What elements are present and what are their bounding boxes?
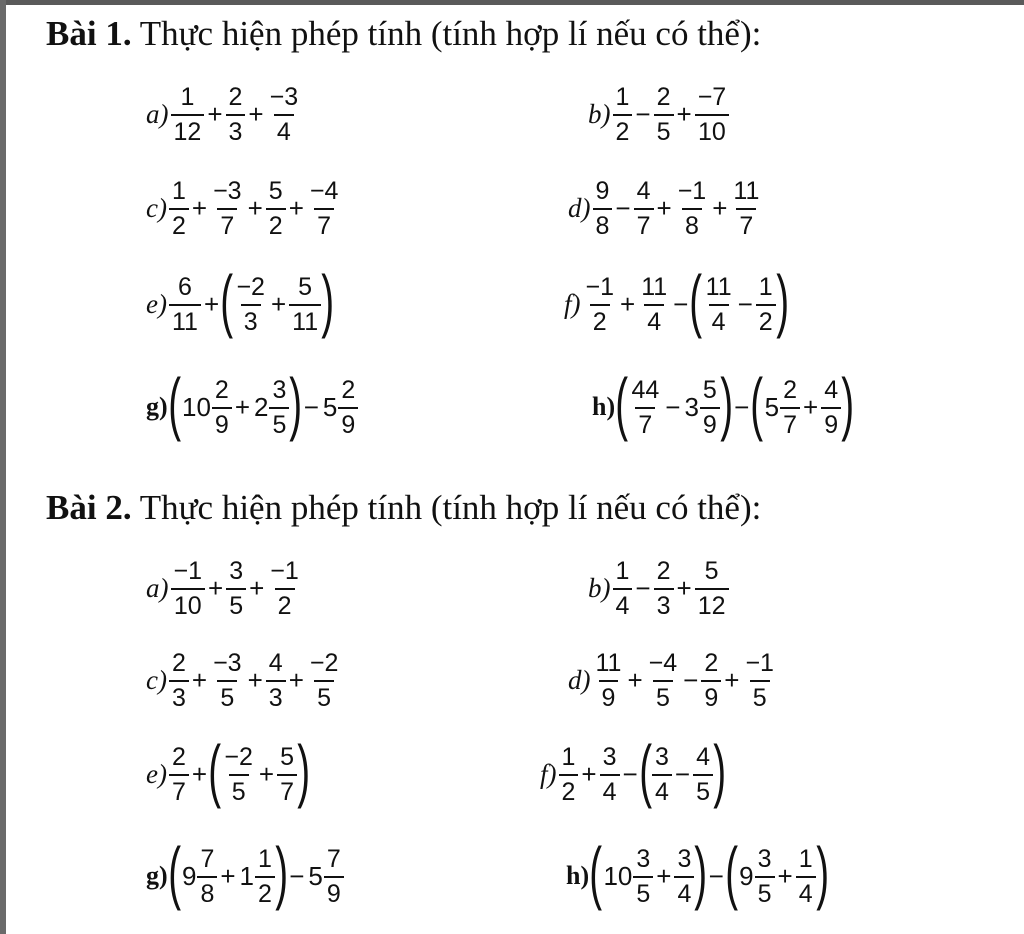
numerator: 1 xyxy=(758,272,773,301)
parenthesis: ) xyxy=(775,261,789,339)
operator: + xyxy=(270,288,287,319)
denominator: 2 xyxy=(255,876,275,909)
fraction xyxy=(307,176,342,241)
operator: + xyxy=(627,664,643,695)
exercise-label: g) xyxy=(146,861,168,890)
exercise-1c xyxy=(146,166,342,250)
parenthesis: ) xyxy=(841,364,855,442)
denominator: 2 xyxy=(590,304,610,337)
numerator: 4 xyxy=(696,742,710,771)
exercise-expression xyxy=(168,261,335,339)
fraction xyxy=(269,375,289,440)
denominator: 4 xyxy=(274,114,294,147)
fraction xyxy=(646,648,681,713)
whole-number: 5 xyxy=(308,860,323,891)
operator: − xyxy=(635,98,651,129)
numerator: −2 xyxy=(236,272,265,301)
numerator: 3 xyxy=(636,844,651,873)
fraction xyxy=(700,375,720,440)
operator: + xyxy=(581,758,597,789)
fraction xyxy=(197,844,217,909)
numerator: 2 xyxy=(656,556,671,585)
exercise-1g xyxy=(146,365,359,449)
fraction xyxy=(695,556,729,621)
numerator: 1 xyxy=(180,82,195,111)
denominator: 9 xyxy=(324,876,344,909)
numerator: 3 xyxy=(655,742,669,771)
denominator: 2 xyxy=(266,208,286,241)
denominator: 9 xyxy=(599,680,619,713)
parenthesis: ) xyxy=(815,833,829,911)
denominator: 8 xyxy=(197,876,217,909)
parenthesis: ( xyxy=(638,731,652,809)
denominator: 7 xyxy=(169,774,189,807)
exercise-expression xyxy=(612,556,730,621)
denominator: 12 xyxy=(695,588,729,621)
fraction xyxy=(277,742,297,807)
denominator: 7 xyxy=(634,208,654,241)
numerator: −1 xyxy=(173,556,203,585)
denominator: 5 xyxy=(755,876,775,909)
exercise-expression xyxy=(615,364,855,442)
numerator: 2 xyxy=(171,742,186,771)
denominator: 7 xyxy=(736,208,756,241)
fraction xyxy=(266,176,286,241)
exercise-label: b) xyxy=(588,98,611,129)
exercise-label: e) xyxy=(146,288,167,319)
exercise-expression xyxy=(168,648,342,713)
section-2-heading xyxy=(46,488,761,528)
exercise-1a xyxy=(146,72,302,156)
operator: + xyxy=(288,664,304,695)
denominator: 5 xyxy=(269,407,289,440)
numerator: 1 xyxy=(258,844,272,873)
exercise-label: a) xyxy=(146,98,169,129)
fraction xyxy=(226,556,246,621)
numerator: 1 xyxy=(561,742,576,771)
denominator: 7 xyxy=(314,208,334,241)
denominator: 9 xyxy=(821,407,841,440)
numerator: 11 xyxy=(705,272,732,301)
numerator: −1 xyxy=(745,648,774,677)
denominator: 2 xyxy=(559,774,579,807)
denominator: 8 xyxy=(593,208,613,241)
exercise-expression xyxy=(582,261,789,339)
operator: + xyxy=(656,860,672,891)
operator: + xyxy=(712,192,728,223)
operator: + xyxy=(249,572,265,603)
fraction xyxy=(730,176,762,241)
numerator: 7 xyxy=(326,844,341,873)
denominator: 2 xyxy=(613,114,633,147)
operator: + xyxy=(724,664,740,695)
operator: + xyxy=(676,572,692,603)
fraction xyxy=(169,742,189,807)
fraction xyxy=(169,176,189,241)
denominator: 2 xyxy=(275,588,295,621)
operator: − xyxy=(303,391,319,422)
denominator: 7 xyxy=(635,407,655,440)
denominator: 3 xyxy=(266,680,286,713)
operator: + xyxy=(247,192,263,223)
fraction xyxy=(821,375,841,440)
numerator: 4 xyxy=(268,648,283,677)
operator: + xyxy=(247,664,263,695)
fraction xyxy=(633,844,653,909)
denominator: 7 xyxy=(780,407,800,440)
numerator: 3 xyxy=(272,375,287,404)
numerator: 1 xyxy=(798,844,813,873)
exercise-expression xyxy=(589,833,829,911)
operator: + xyxy=(803,391,819,422)
fraction xyxy=(307,648,342,713)
exercise-label: c) xyxy=(146,192,167,223)
fraction xyxy=(593,176,613,241)
fraction xyxy=(695,82,730,147)
numerator: 9 xyxy=(595,176,610,205)
operator: + xyxy=(220,860,236,891)
whole-number: 5 xyxy=(322,391,338,422)
parenthesis: ) xyxy=(297,731,311,809)
exercise-label: h) xyxy=(592,392,616,421)
operator: + xyxy=(676,98,692,129)
parenthesis: ) xyxy=(289,364,303,442)
denominator: 5 xyxy=(693,774,713,807)
denominator: 12 xyxy=(171,114,205,147)
operator: + xyxy=(777,860,793,891)
fraction xyxy=(600,742,620,807)
numerator: 5 xyxy=(702,375,717,404)
denominator: 9 xyxy=(700,407,720,440)
numerator: 5 xyxy=(280,742,294,771)
fraction xyxy=(652,742,672,807)
numerator: −2 xyxy=(309,648,339,677)
operator: + xyxy=(191,664,208,695)
exercise-expression xyxy=(168,176,342,241)
parenthesis: ( xyxy=(208,731,222,809)
exercise-expression xyxy=(167,364,360,442)
fraction xyxy=(169,648,189,713)
numerator: −3 xyxy=(269,82,299,111)
numerator: 7 xyxy=(200,844,215,873)
numerator: −2 xyxy=(224,742,253,771)
denominator: 4 xyxy=(600,774,620,807)
fraction xyxy=(233,272,268,337)
exercise-expression xyxy=(592,176,764,241)
numerator: −3 xyxy=(213,648,242,677)
denominator: 10 xyxy=(695,114,729,147)
operator: + xyxy=(248,98,264,129)
denominator: 7 xyxy=(217,208,237,241)
numerator: 5 xyxy=(704,556,719,585)
whole-number: 1 xyxy=(239,860,255,891)
exercise-expression xyxy=(612,82,731,147)
denominator: 7 xyxy=(277,774,297,807)
fraction xyxy=(171,82,205,147)
numerator: 3 xyxy=(757,844,772,873)
operator: + xyxy=(207,98,223,129)
operator: − xyxy=(622,758,638,789)
operator: − xyxy=(737,288,753,319)
denominator: 5 xyxy=(653,680,673,713)
exercise-label: f) xyxy=(564,288,581,319)
denominator: 5 xyxy=(226,588,246,621)
operator: + xyxy=(656,192,672,223)
fraction xyxy=(703,272,735,337)
operator: − xyxy=(635,572,651,603)
denominator: 8 xyxy=(682,208,702,241)
exercise-2b xyxy=(588,546,730,630)
numerator: 3 xyxy=(229,556,244,585)
fraction xyxy=(755,844,775,909)
denominator: 5 xyxy=(217,680,237,713)
fraction xyxy=(638,272,670,337)
denominator: 4 xyxy=(613,588,633,621)
denominator: 9 xyxy=(212,407,232,440)
exercise-expression xyxy=(170,82,303,147)
left-border xyxy=(0,0,6,934)
parenthesis: ( xyxy=(167,364,181,442)
exercise-2g xyxy=(146,834,345,918)
exercise-label: h) xyxy=(566,861,590,890)
exercise-2h xyxy=(566,834,828,918)
exercise-label: c) xyxy=(146,664,167,695)
numerator: −4 xyxy=(309,176,339,205)
fraction xyxy=(693,742,713,807)
numerator: 11 xyxy=(733,176,760,205)
fraction xyxy=(583,272,618,337)
fraction xyxy=(324,844,344,909)
numerator: 5 xyxy=(268,176,283,205)
numerator: −1 xyxy=(677,176,707,205)
operator: + xyxy=(191,192,208,223)
fraction xyxy=(675,176,710,241)
parenthesis: ) xyxy=(713,731,727,809)
fraction xyxy=(210,648,245,713)
numerator: 4 xyxy=(636,176,651,205)
fraction xyxy=(226,82,246,147)
operator: − xyxy=(734,391,750,422)
top-border xyxy=(0,0,1024,5)
denominator: 3 xyxy=(654,588,674,621)
fraction xyxy=(780,375,800,440)
whole-number: 9 xyxy=(181,860,197,891)
section-2-number: Bài 2. xyxy=(46,488,132,527)
fraction xyxy=(559,742,579,807)
fraction xyxy=(212,375,232,440)
parenthesis: ) xyxy=(694,833,708,911)
denominator: 5 xyxy=(229,774,249,807)
denominator: 11 xyxy=(169,304,201,337)
parenthesis: ( xyxy=(689,261,703,339)
parenthesis: ) xyxy=(275,833,288,911)
section-1-number: Bài 1. xyxy=(46,14,132,53)
denominator: 5 xyxy=(633,876,653,909)
whole-number: 10 xyxy=(181,391,211,422)
denominator: 10 xyxy=(171,588,205,621)
numerator: 11 xyxy=(641,272,668,301)
numerator: 44 xyxy=(631,375,660,404)
fraction xyxy=(701,648,721,713)
exercise-expression xyxy=(592,648,778,713)
denominator: 5 xyxy=(654,114,674,147)
exercise-2a xyxy=(146,546,303,630)
numerator: 2 xyxy=(171,648,186,677)
operator: − xyxy=(615,192,631,223)
fraction xyxy=(267,556,302,621)
numerator: 3 xyxy=(677,844,692,873)
section-1-heading xyxy=(46,14,761,54)
exercise-expression xyxy=(558,731,727,809)
numerator: −3 xyxy=(213,176,242,205)
denominator: 5 xyxy=(750,680,770,713)
denominator: 2 xyxy=(169,208,189,241)
fraction xyxy=(169,272,201,337)
numerator: −1 xyxy=(585,272,615,301)
fraction xyxy=(613,82,633,147)
whole-number: 9 xyxy=(739,860,754,891)
operator: − xyxy=(665,391,681,422)
fraction xyxy=(210,176,245,241)
operator: + xyxy=(234,391,250,422)
exercise-label: e) xyxy=(146,758,167,789)
parenthesis: ( xyxy=(167,833,181,911)
denominator: 3 xyxy=(226,114,246,147)
operator: + xyxy=(203,288,220,319)
operator: + xyxy=(258,758,275,789)
whole-number: 3 xyxy=(684,391,699,422)
numerator: 2 xyxy=(783,375,797,404)
numerator: 4 xyxy=(824,375,839,404)
fraction xyxy=(796,844,816,909)
section-2-title: Thực hiện phép tính (tính hợp lí nếu có thể): xyxy=(139,488,762,527)
exercise-2e xyxy=(146,732,309,816)
parenthesis: ) xyxy=(720,364,733,442)
denominator: 3 xyxy=(241,304,261,337)
exercise-1f xyxy=(564,262,788,346)
exercise-1d xyxy=(568,166,763,250)
numerator: 2 xyxy=(214,375,229,404)
fraction xyxy=(628,375,662,440)
fraction xyxy=(756,272,776,337)
operator: − xyxy=(674,758,691,789)
parenthesis: ( xyxy=(750,364,764,442)
exercise-label: d) xyxy=(568,192,591,223)
parenthesis: ( xyxy=(220,261,234,339)
numerator: 2 xyxy=(656,82,671,111)
denominator: 5 xyxy=(314,680,334,713)
numerator: 6 xyxy=(178,272,192,301)
denominator: 2 xyxy=(756,304,776,337)
fraction xyxy=(742,648,777,713)
denominator: 11 xyxy=(289,304,321,337)
numerator: −1 xyxy=(270,556,299,585)
exercise-2c xyxy=(146,638,342,722)
exercise-label: d) xyxy=(568,664,591,695)
exercise-1b xyxy=(588,72,730,156)
exercise-expression xyxy=(167,833,345,911)
numerator: 1 xyxy=(171,176,186,205)
denominator: 9 xyxy=(701,680,721,713)
fraction xyxy=(255,844,275,909)
operator: + xyxy=(620,288,636,319)
fraction xyxy=(634,176,654,241)
numerator: 2 xyxy=(704,648,719,677)
denominator: 4 xyxy=(644,304,664,337)
numerator: 3 xyxy=(602,742,617,771)
denominator: 4 xyxy=(709,304,729,337)
operator: − xyxy=(289,860,305,891)
fraction xyxy=(654,82,674,147)
fraction xyxy=(266,648,286,713)
parenthesis: ) xyxy=(321,261,335,339)
exercise-1e xyxy=(146,262,333,346)
numerator: 11 xyxy=(595,648,622,677)
exercise-2d xyxy=(568,638,778,722)
exercise-label: f) xyxy=(540,758,557,789)
exercise-label: g) xyxy=(146,392,168,421)
operator: + xyxy=(288,192,304,223)
parenthesis: ( xyxy=(725,833,738,911)
numerator: 1 xyxy=(615,82,630,111)
numerator: 5 xyxy=(298,272,313,301)
denominator: 4 xyxy=(674,876,694,909)
parenthesis: ( xyxy=(589,833,603,911)
section-1-title: Thực hiện phép tính (tính hợp lí nếu có thể): xyxy=(139,14,762,53)
operator: + xyxy=(208,572,224,603)
fraction xyxy=(171,556,206,621)
whole-number: 2 xyxy=(254,391,269,422)
fraction xyxy=(654,556,674,621)
fraction xyxy=(613,556,633,621)
numerator: −7 xyxy=(697,82,727,111)
whole-number: 5 xyxy=(764,391,780,422)
operator: − xyxy=(673,288,689,319)
fraction xyxy=(674,844,694,909)
denominator: 4 xyxy=(652,774,672,807)
operator: − xyxy=(708,860,724,891)
exercise-label: a) xyxy=(146,572,169,603)
exercise-1h xyxy=(592,365,853,449)
exercise-expression xyxy=(170,556,303,621)
denominator: 9 xyxy=(338,407,358,440)
numerator: 2 xyxy=(228,82,243,111)
exercise-expression xyxy=(168,731,311,809)
fraction xyxy=(289,272,321,337)
exercise-label: b) xyxy=(588,572,611,603)
operator: + xyxy=(191,758,208,789)
numerator: 1 xyxy=(615,556,630,585)
denominator: 3 xyxy=(169,680,189,713)
numerator: 2 xyxy=(341,375,356,404)
fraction xyxy=(338,375,358,440)
fraction xyxy=(593,648,625,713)
whole-number: 10 xyxy=(603,860,633,891)
exercise-2f xyxy=(540,732,725,816)
fraction xyxy=(221,742,256,807)
operator: − xyxy=(683,664,699,695)
parenthesis: ( xyxy=(615,364,629,442)
numerator: −4 xyxy=(648,648,678,677)
denominator: 4 xyxy=(796,876,816,909)
fraction xyxy=(267,82,302,147)
